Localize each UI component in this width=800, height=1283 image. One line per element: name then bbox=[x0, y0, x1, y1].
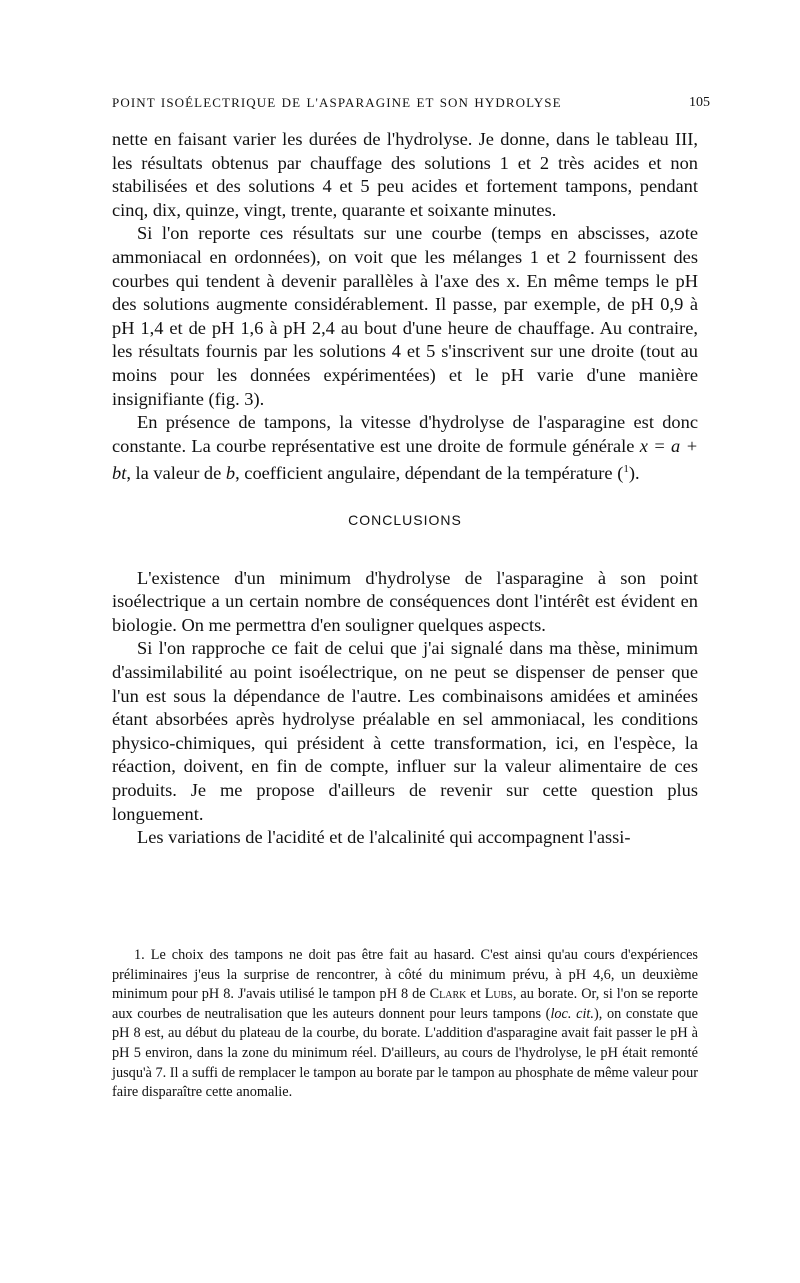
footnote-1 bbox=[112, 946, 698, 1103]
section-heading: CONCLUSIONS bbox=[348, 512, 462, 529]
footnotes bbox=[112, 946, 698, 1103]
paragraph-continued: nette en faisant varier les durées de l'hydrolyse. Je donne, dans le tableau III, les résultats obtenus par chauffage des solutions 1 et 2 très acides et non stabilisées et des solutions 4 et 5 peu acides et fortement tampons, pendant cinq, dix, quinze, vingt, trente, quarante et soixante minutes. bbox=[112, 129, 698, 220]
formula-variable: b bbox=[225, 463, 236, 484]
paragraph-conclusion-2: Si l'on rapproche ce fait de celui que j'ai signalé dans ma thèse, minimum d'assimilabilité au point isoélectrique, on ne peut se dispenser de penser que l'un est sous la dépendance de l'autre. Les combinaisons amidées et aminées étant absorbées après hydrolyse préalable en sel ammoniacal, les conditions physico-chimiques, qui président à cette transformation, ici, en l'espèce, la réaction, doivent, en fin de compte, influer sur la valeur alimentaire de ces produits. Je me propose d'ailleurs de revenir sur cette question plus longuement. bbox=[112, 638, 698, 824]
page-number: 105 bbox=[689, 95, 710, 110]
body-text bbox=[112, 128, 698, 850]
text-segment: ). bbox=[628, 463, 640, 484]
footnote-reference: 1 bbox=[623, 463, 629, 476]
paragraph-conclusion-1: L'existence d'un minimum d'hydrolyse de l'asparagine à son point isoélectrique a un certain nombre de conséquences dont l'intérêt est évident en biologie. On me permettra d'en souligner quelques aspects. bbox=[112, 567, 698, 635]
formula: x = a + bt bbox=[112, 435, 698, 484]
author-name: Lubs bbox=[484, 986, 513, 1003]
text-segment: et bbox=[466, 986, 485, 1003]
paragraph-conclusion-3: Les variations de l'acidité et de l'alcalinité qui accompagnent l'assi- bbox=[137, 827, 631, 848]
text-segment: 1. Le choix des tampons ne doit pas être fait au hasard. C'est ainsi qu'au cours d'expériences préliminaires j'eus la surprise de rencontrer, à côté du minimum prévu, à pH 4,6, un deuxième minimum pour pH 8. J'avais utilisé le tampon pH 8 de bbox=[112, 947, 698, 1003]
running-header bbox=[112, 95, 710, 115]
text-segment: ), on constate que pH 8 est, au début du plateau de la courbe, du borate. L'addition d'asparagine avait fait passer le pH à pH 5 environ, dans la zone du minimum réel. D'ailleurs, au cours de l'hydrolyse, le pH était remonté jusqu'à 7. Il a suffi de remplacer le tampon au borate par le tampon au phosphate de même valeur pour faire disparaître cette anomalie. bbox=[112, 1005, 698, 1101]
paragraph-hydrolysis-rate bbox=[112, 411, 698, 486]
citation: loc. cit. bbox=[550, 1005, 594, 1022]
text-segment: En présence de tampons, la vitesse d'hydrolyse de l'asparagine est donc constante. La courbe représentative est une droite de formule générale bbox=[112, 412, 698, 456]
author-name: Clark bbox=[429, 986, 467, 1003]
paragraph-curve-results: Si l'on reporte ces résultats sur une courbe (temps en abscisses, azote ammoniacal en ordonnées), on voit que les mélanges 1 et 2 fournissent des courbes qui tendent à devenir parallèles à l'axe des x. En même temps le pH des solutions augmente considérablement. Il passe, par exemple, de pH 0,9 à pH 1,4 et de pH 1,6 à pH 2,4 au bout d'une heure de chauffage. Au contraire, les résultats fournis par les solutions 4 et 5 s'inscrivent sur une droite (tout au moins pour les données expérimentées) et le pH varie d'une manière insignifiante (fig. 3). bbox=[112, 223, 698, 409]
text-segment: , au borate. Or, si l'on se reporte aux courbes de neutralisation que les auteurs donnent pour leurs tampons ( bbox=[112, 986, 698, 1022]
text-segment: , coefficient angulaire, dépendant de la température ( bbox=[235, 463, 624, 484]
running-title: POINT ISOÉLECTRIQUE DE L'ASPARAGINE ET SON HYDROLYSE bbox=[112, 95, 562, 110]
text-segment: , la valeur de bbox=[126, 463, 226, 484]
